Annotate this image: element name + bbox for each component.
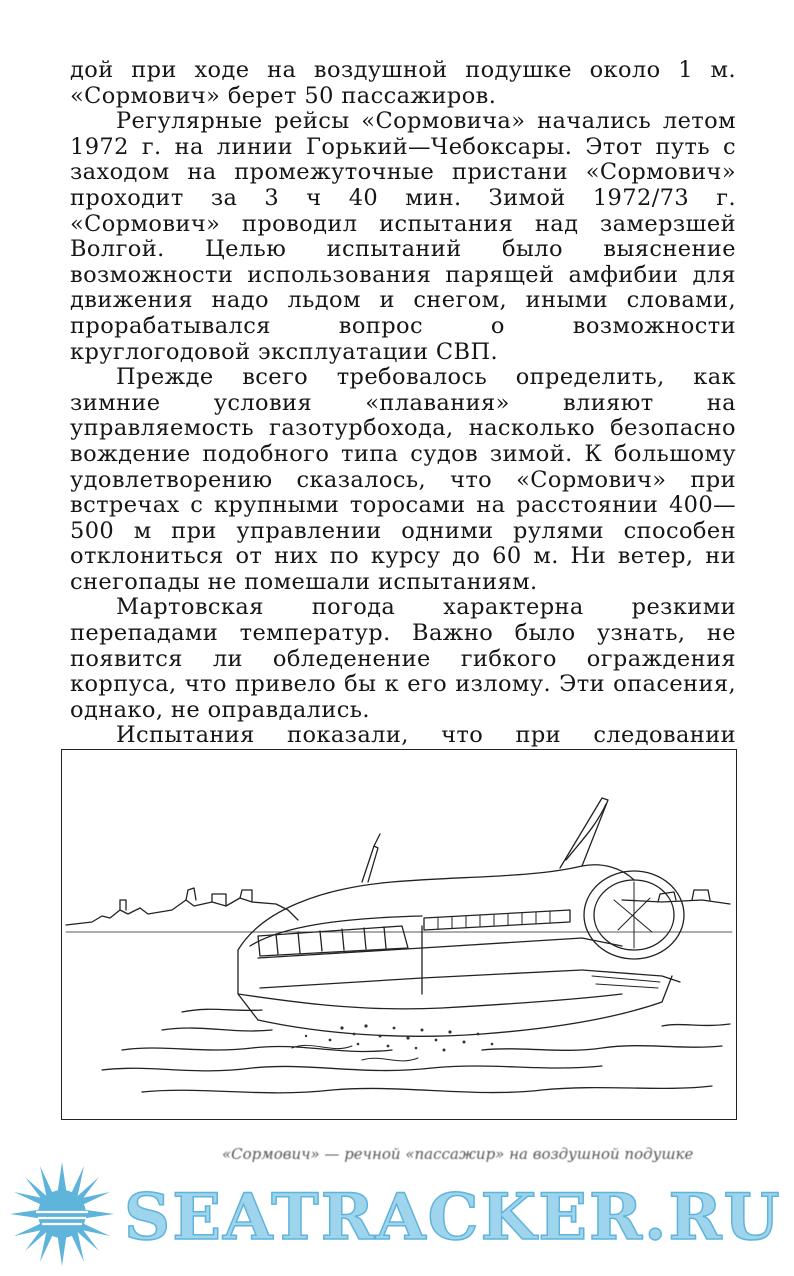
paragraph-3: Прежде всего требовалось определить, как зимние условия «плавания» влияют на управляемость газотурбохода, насколько безопасно вождение подобного типа судов зимой. К большому удовлетворению сказалось, что «Сормович» при встречах с крупными торосами на расстоянии 400—500 м при управлении одними рулями способен отклониться от них по курсу до 60 м. Ни ветер, ни снегопады не помешали испытаниям. xyxy=(70,364,736,595)
paragraph-1: дой при ходе на воздушной подушке около 1 м. «Сормович» берет 50 пассажиров. xyxy=(70,57,736,109)
hovercraft-drawing xyxy=(62,750,735,1118)
spray-stipple xyxy=(305,1024,494,1051)
paragraph-4: Мартовская погода характерна резкими перепадами температур. Важно было узнать, не появится ли обледенение гибкого ограждения корпуса, что привело бы к его излому. Эти опасения, однако, не оправдались. xyxy=(70,594,736,723)
paragraph-2: Регулярные рейсы «Сормовича» начались летом 1972 г. на линии Горький—Чебоксары. Этот путь с заходом на промежуточные пристани «Сормович» проходит за 3 ч 40 мин. Зимой 1972/73 г. «Сормович» проводил испытания над замерзшей Волгой. Целью испытаний было выяснение возможности использования парящей амфибии для движения надо льдом и снегом, иными словами, прорабатывался вопрос о возможности круглогодовой эксплуатации СВП. xyxy=(70,108,736,365)
sun-logo-icon xyxy=(6,1158,118,1270)
article-text xyxy=(70,58,736,826)
paragraph-5: Испытания показали, что при следовании xyxy=(116,722,736,749)
watermark-text: SEATRACKER.RU xyxy=(124,1180,782,1255)
figure-caption: «Сормович» — речной «пассажир» на воздушной подушке xyxy=(222,1145,694,1163)
hovercraft-illustration xyxy=(61,749,737,1120)
